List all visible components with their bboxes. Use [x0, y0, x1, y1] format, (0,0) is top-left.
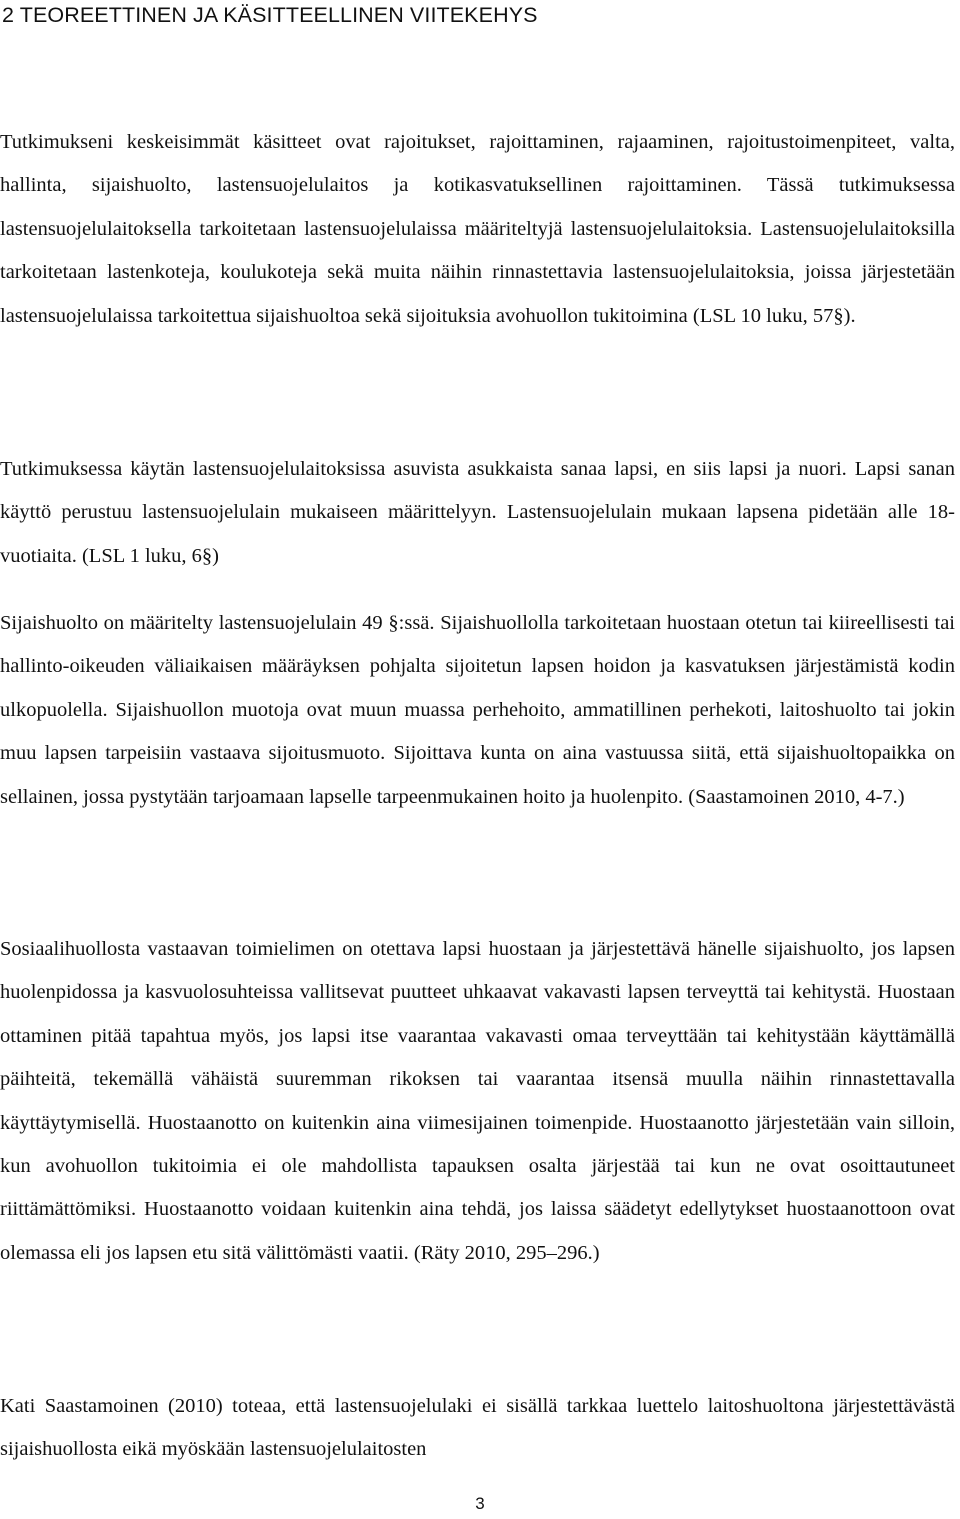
- paragraph-custody: Sosiaalihuollosta vastaavan toimielimen on otettava lapsi huostaan ja järjestettävä hänelle sijaishuolto, jos lapsen huolenpidossa ja kasvuolosuhteissa vallitsevat puutteet uhkaavat vakavasti lapsen terveyttä tai kehitystä. Huostaan ottaminen pitää tapahtua myös, jos lapsi itse vaarantaa vakavasti omaa terveyttään tai kehitystään käyttämällä päihteitä, tekemällä vähäistä suuremman rikoksen tai vaarantaa itsensä muulla näihin rinnastettavalla käyttäytymisellä. Huostaanotto on kuitenkin aina viimesijainen toimenpide. Huostaanotto järjestetään vain silloin, kun avohuollon tukitoimia ei ole mahdollista tapauksen osalta järjestää tai kun ne ovat osoittautuneet riittämättömiksi. Huostaanotto voidaan kuitenkin aina tehdä, jos laissa säädetyt edellytykset huostaanottoon ovat olemassa eli jos lapsen etu sitä välittömästi vaatii. (Räty 2010, 295–296.): [0, 938, 955, 1264]
- paragraph-concepts: Tutkimukseni keskeisimmät käsitteet ovat rajoitukset, rajoittaminen, rajaaminen, rajoitustoimenpiteet, valta, hallinta, sijaishuolto, lastensuojelulaitos ja kotikasvatuksellinen rajoittaminen. Tässä tutkimuksessa lastensuojelulaitoksella tarkoitetaan lastensuojelulaissa määriteltyjä lastensuojelulaitoksia. Lastensuojelulaitoksilla tarkoitetaan lastenkoteja, koulukoteja sekä muita näihin rinnastettavia lastensuojelulaitoksia, joissa järjestetään lastensuojelulaissa tarkoitettua sijaishuoltoa sekä sijoituksia avohuollon tukitoimina (LSL 10 luku, 57§).: [0, 131, 955, 327]
- paragraph-saastamoinen: Kati Saastamoinen (2010) toteaa, että lastensuojelulaki ei sisällä tarkkaa luettelo laitoshuoltona järjestettävästä sijaishuollosta eikä myöskään lastensuojelulaitosten: [0, 1395, 955, 1461]
- paragraph-substitute-care: Sijaishuolto on määritelty lastensuojelulain 49 §:ssä. Sijaishuollolla tarkoitetaan huostaan otetun tai kiireellisesti tai hallinto-oikeuden väliaikaisen määräyksen pohjalta sijoitetun lapsen hoidon ja kasvatuksen järjestämistä kodin ulkopuolella. Sijaishuollon muotoja ovat muun muassa perhehoito, ammatillinen perhekoti, laitoshuolto tai jokin muu lapsen tarpeisiin vastaava sijoitusmuoto. Sijoittava kunta on aina vastuussa siitä, että sijaishuoltopaikka on sellainen, jossa pystytään tarjoamaan lapselle tarpeenmukainen hoito ja huolenpito. (Saastamoinen 2010, 4-7.): [0, 612, 955, 808]
- paragraph-child-definition: Tutkimuksessa käytän lastensuojelulaitoksissa asuvista asukkaista sanaa lapsi, en siis lapsi ja nuori. Lapsi sanan käyttö perustuu lastensuojelulain mukaiseen määrittelyyn. Lastensuojelulain mukaan lapsena pidetään alle 18-vuotiaita. (LSL 1 luku, 6§): [0, 458, 955, 567]
- chapter-heading: 2 TEOREETTINEN JA KÄSITTEELLINEN VIITEKEHYS: [2, 3, 538, 27]
- page-number: 3: [475, 1494, 485, 1513]
